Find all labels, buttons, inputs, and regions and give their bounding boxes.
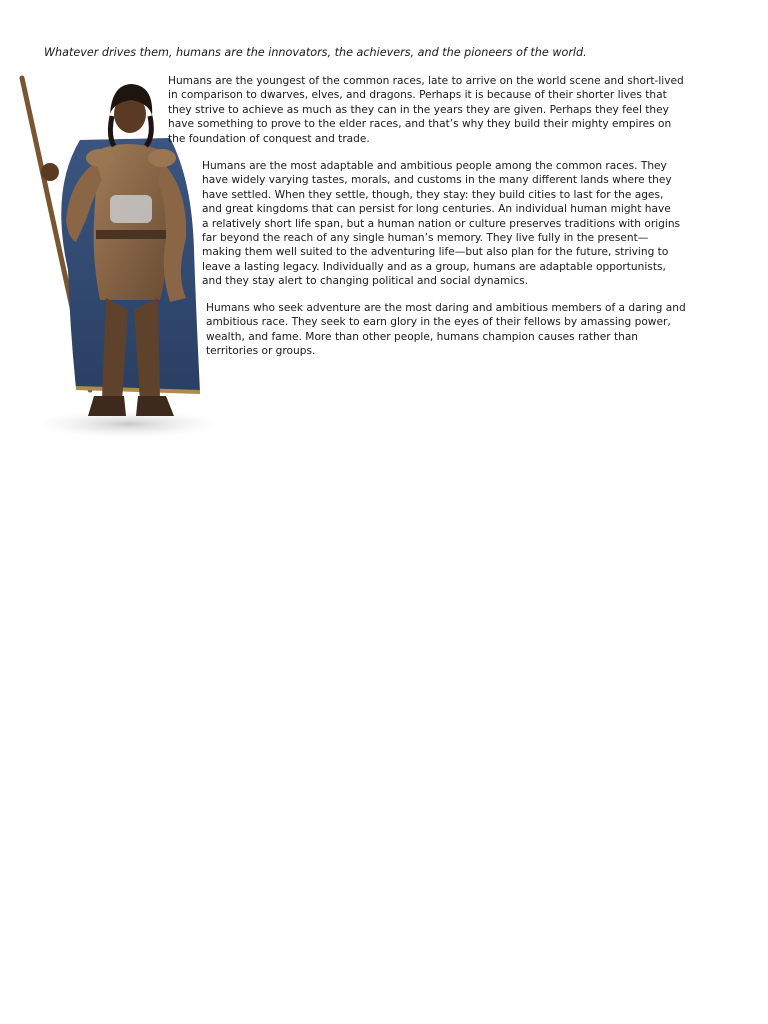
ground-shadow <box>36 410 220 438</box>
paragraph-2: Humans are the most adaptable and ambitious people among the common races. They have widely varying tastes, morals, and customs in the many different lands where they have settled. When they settle, though, they stay: they build cities to last for the ages, and great kingdoms that can persist for long centuries. An individual human might have a relatively short life span, but a human nation or culture preserves traditions with origins far beyond the reach of any single human’s memory. They live fully in the present— making them well suited to the adventuring life—but also plan for the future, striving to leave a lasting legacy. Individually and as a group, humans are adaptable opportunists, and they stay alert to changing political and social dynamics. <box>202 160 681 288</box>
intro-quote: Whatever drives them, humans are the innovators, the achievers, and the pioneers of the world. <box>44 46 587 59</box>
paragraph-1: Humans are the youngest of the common races, late to arrive on the world scene and short-lived in comparison to dwarves, elves, and dragons. Perhaps it is because of their shorter lives that they strive to achieve as much as they can in the years they are given. Perhaps they feel they have something to prove to the elder races, and that’s why they build their mighty empires on the foundation of conquest and trade. <box>168 75 684 145</box>
paragraph-3: Humans who seek adventure are the most daring and ambitious members of a daring and ambitious race. They seek to earn glory in the eyes of their fellows by amassing power, wealth, and fame. More than other people, humans champion causes rather than territories or groups. <box>206 302 686 358</box>
